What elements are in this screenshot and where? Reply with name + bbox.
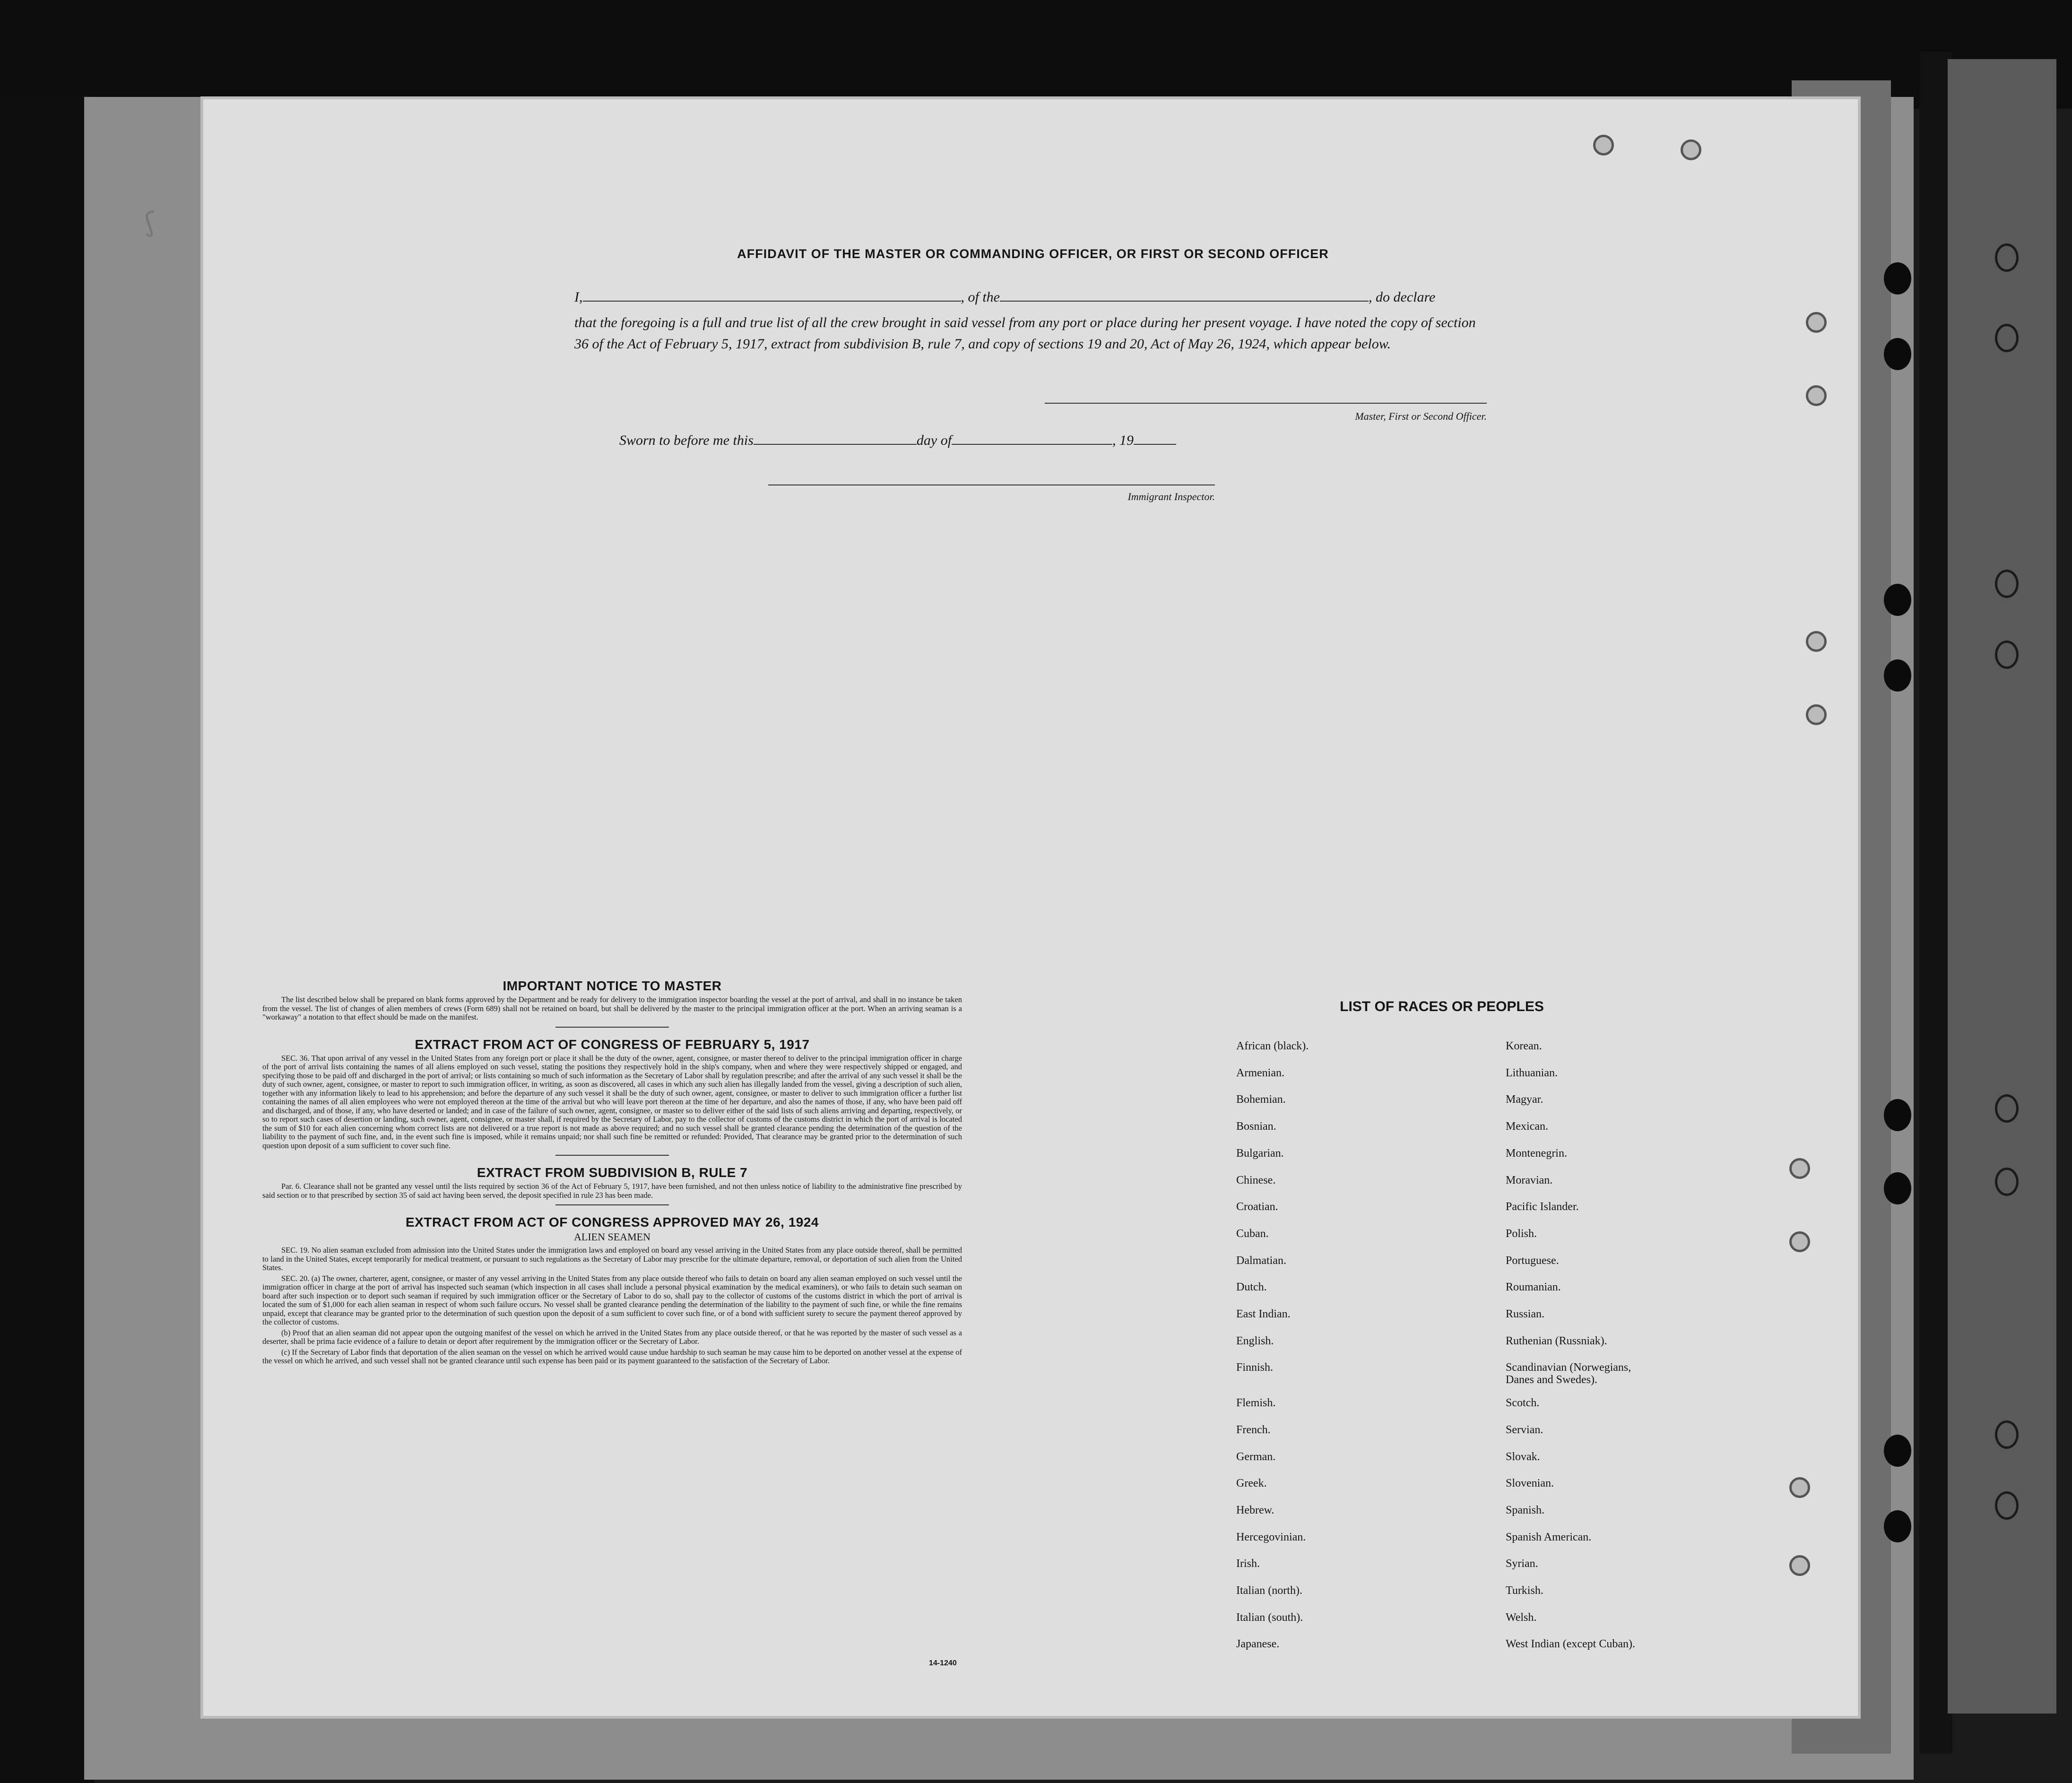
race-entry: Scotch. (1506, 1397, 1540, 1410)
binder-hole-icon (1884, 262, 1911, 294)
race-entry: Flemish. (1236, 1397, 1276, 1410)
race-entry: Lithuanian. (1506, 1066, 1558, 1079)
race-entry: Servian. (1506, 1423, 1543, 1436)
binder-hole-icon (1884, 1099, 1911, 1131)
race-entry: Korean. (1506, 1040, 1542, 1052)
vessel-of-label: , of the (961, 289, 1000, 305)
race-entry: West Indian (except Cuban). (1506, 1638, 1635, 1651)
binder-hole-icon (1884, 338, 1911, 370)
race-entry: African (black). (1236, 1040, 1309, 1052)
race-entry: Spanish. (1506, 1504, 1545, 1516)
grommet-icon (1789, 1158, 1810, 1179)
race-entry: Moravian. (1506, 1174, 1553, 1186)
race-entry: Montenegrin. (1506, 1147, 1567, 1160)
form-number: 14-1240 (929, 1659, 957, 1667)
race-entry: Polish. (1506, 1227, 1537, 1240)
race-entry: Armenian. (1236, 1066, 1284, 1079)
race-entry: Roumanian. (1506, 1281, 1561, 1294)
sworn-prefix: Sworn to before me this (619, 433, 754, 448)
punch-hole-icon (1995, 243, 2019, 272)
binder-hole-icon (1884, 659, 1911, 692)
race-entry: Magyar. (1506, 1093, 1543, 1106)
race-entry: French. (1236, 1423, 1271, 1436)
punch-hole-icon (1995, 570, 2019, 598)
race-entry: Cuban. (1236, 1227, 1269, 1240)
alien-seamen-subheading: ALIEN SEAMEN (574, 1231, 650, 1243)
declarant-prefix: I, (574, 289, 583, 305)
sworn-day-blank[interactable] (754, 444, 917, 445)
section-divider (555, 1204, 669, 1205)
race-entry: Finnish. (1236, 1361, 1274, 1374)
declarant-line (574, 289, 1491, 305)
declarant-name-blank[interactable] (583, 301, 961, 302)
race-entry: Welsh. (1506, 1611, 1537, 1624)
race-entry: Hebrew. (1236, 1504, 1274, 1516)
grommet-icon (1789, 1231, 1810, 1252)
grommet-icon (1681, 139, 1701, 160)
race-entry: Pacific Islander. (1506, 1201, 1579, 1213)
race-entry: Slovak. (1506, 1450, 1540, 1463)
punch-hole-icon (1995, 324, 2019, 352)
race-entry: Italian (north). (1236, 1584, 1302, 1597)
affidavit-body: that the foregoing is a full and true list of all the crew brought in said vessel from any port or place during her present voyage. I have noted the copy of section 36 of the Act of February 5, 1917, extract from subdivision B, rule 7, and copy of sections 19 and 20, Act of May 26, 1924, which appear below. (574, 315, 1476, 352)
master-signature-blank[interactable] (1045, 403, 1487, 404)
section-divider (555, 1027, 669, 1028)
punch-hole-icon (1995, 640, 2019, 669)
punch-hole-icon (1995, 1420, 2019, 1449)
sec-19-text: SEC. 19. No alien seaman excluded from admission into the United States under the immigration laws and employed on board any vessel arriving in the United States from any place outside thereof, shall be permitted to land in the United States, except temporarily for medical treatment, or pursuant to such regulations as the Secretary of Labor may prescribe for the ultimate departure, removal, or deportation of such alien from the United States. (262, 1246, 962, 1272)
rule-7-text: Par. 6. Clearance shall not be granted any vessel until the lists required by section 36 of the Act of February 5, 1917, have been furnished, and not then unless notice of liability to the administrative fine prescribed by said section or to that prescribed by section 35 of said act having been served, the deposit specified in rule 23 has been made. (262, 1182, 962, 1200)
race-entry: Portuguese. (1506, 1254, 1559, 1267)
sworn-year-label: , 19 (1112, 433, 1134, 448)
grommet-icon (1806, 631, 1827, 652)
binder-hole-icon (1884, 1510, 1911, 1542)
races-list-title: LIST OF RACES OR PEOPLES (1340, 999, 1544, 1014)
race-entry: Slovenian. (1506, 1477, 1554, 1490)
race-entry: Mexican. (1506, 1120, 1548, 1133)
feb-1917-heading: EXTRACT FROM ACT OF CONGRESS OF FEBRUARY 5, 1917 (415, 1037, 810, 1052)
race-entry: Greek. (1236, 1477, 1267, 1490)
race-entry: Turkish. (1506, 1584, 1543, 1597)
race-entry: English. (1236, 1334, 1274, 1347)
punch-hole-icon (1995, 1491, 2019, 1520)
race-entry: Hercegovinian. (1236, 1531, 1306, 1543)
inspector-signature-label: Immigrant Inspector. (1127, 491, 1215, 502)
vessel-name-blank[interactable] (1000, 301, 1369, 302)
affidavit-title: AFFIDAVIT OF THE MASTER OR COMMANDING OFFICER, OR FIRST OR SECOND OFFICER (737, 247, 1329, 261)
adjacent-page-strip (1948, 59, 2056, 1714)
section-divider (555, 1155, 669, 1156)
race-entry: East Indian. (1236, 1308, 1291, 1320)
race-entry: Bohemian. (1236, 1093, 1286, 1106)
binder-hole-icon (1884, 584, 1911, 616)
sworn-line (619, 433, 1234, 449)
race-entry: Irish. (1236, 1558, 1260, 1570)
grommet-icon (1806, 312, 1827, 333)
punch-hole-icon (1995, 1094, 2019, 1123)
rule-7-heading: EXTRACT FROM SUBDIVISION B, RULE 7 (477, 1165, 748, 1180)
sworn-year-blank[interactable] (1134, 444, 1176, 445)
binder-hole-icon (1884, 1172, 1911, 1204)
scan-background-left (0, 95, 95, 1783)
scan-background-top (0, 0, 2072, 109)
race-entry: Croatian. (1236, 1201, 1278, 1213)
grommet-icon (1789, 1477, 1810, 1498)
sec-20c-text: (c) If the Secretary of Labor finds that deportation of the alien seaman on the vessel on which he arrived would cause undue hardship to such seaman he may cause him to be deported on another vessel at the expense of the vessel on which he arrived, and such vessel shall not be granted clearance until such expense has been paid or its payment guaranteed to the satisfaction of the Secretary of Labor. (262, 1347, 962, 1365)
race-entry: Japanese. (1236, 1638, 1280, 1651)
notices-column (262, 978, 962, 1366)
grommet-icon (1789, 1555, 1810, 1576)
race-entry: Spanish American. (1506, 1531, 1592, 1543)
race-entry: German. (1236, 1450, 1276, 1463)
race-entry: Bulgarian. (1236, 1147, 1284, 1160)
grommet-icon (1806, 385, 1827, 406)
sec-20a-text: SEC. 20. (a) The owner, charterer, agent, consignee, or master of any vessel arriving in the United States from any place outside thereof who fails to detain on board any alien seaman employed on such vessel until the immigration officer in charge at the port of arrival has inspected such seaman (which inspection in all cases shall include a personal physical examination by the medical examiners), or who fails to detain such seaman on board after such inspection or to deport such seaman if required by such immigration officer or the Secretary of Labor to do so, shall pay to the collector of customs of the customs district in which the port of arrival is located the sum of $1,000 for each alien seaman in respect of whom such failure occurs. No vessel shall be granted clearance pending the determination of the liability to the payment of such fine, or while the fine remains unpaid, except that clearance may be granted prior to the determination of such question upon the deposit of a sum sufficient to cover such fine, or of a bond with sufficient surety to secure the payment thereof approved by the collector of customs. (262, 1273, 962, 1326)
race-entry: Chinese. (1236, 1174, 1276, 1186)
sworn-month-blank[interactable] (952, 444, 1112, 445)
race-entry: Ruthenian (Russniak). (1506, 1334, 1607, 1347)
sec-20b-text: (b) Proof that an alien seaman did not appear upon the outgoing manifest of the vessel on which he arrived in the United States from any place outside thereof, or that he was reported by the master of such vessel as a deserter, shall be prima facie evidence of a failure to detain or deport after requirement by the immigration officer or the Secretary of Labor. (262, 1328, 962, 1346)
race-entry: Dutch. (1236, 1281, 1267, 1294)
sworn-day-label: day of (916, 433, 952, 448)
declare-label: , do declare (1369, 289, 1436, 305)
race-entry: Russian. (1506, 1308, 1545, 1320)
notice-to-master-heading: IMPORTANT NOTICE TO MASTER (503, 978, 722, 993)
may-1924-heading: EXTRACT FROM ACT OF CONGRESS APPROVED MAY 26, 1924 (406, 1215, 819, 1229)
master-signature-label: Master, First or Second Officer. (1355, 410, 1487, 422)
race-entry: Bosnian. (1236, 1120, 1276, 1133)
punch-hole-icon (1995, 1168, 2019, 1196)
grommet-icon (1806, 704, 1827, 725)
grommet-icon (1593, 135, 1614, 156)
notice-to-master-text: The list described below shall be prepared on blank forms approved by the Department and be ready for delivery to the immigration inspector boarding the vessel at the port of arrival, and shall in no instance be taken from the vessel. The list of changes of alien members of crews (Form 689) shall not be retained on board, but shall be delivered by the master to the principal immigration officer at the port. When an arriving seaman is a "workaway" a notation to that effect should be made on the manifest. (262, 995, 962, 1021)
race-entry: Italian (south). (1236, 1611, 1303, 1624)
binder-hole-icon (1884, 1435, 1911, 1467)
race-entry: Scandinavian (Norwegians, Danes and Swedes). (1506, 1361, 1631, 1386)
race-entry: Dalmatian. (1236, 1254, 1286, 1267)
feb-1917-section-36: SEC. 36. That upon arrival of any vessel in the United States from any foreign port or place it shall be the duty of the owner, agent, consignee, or master thereof to deliver to the principal immigration officer in charge of the port of arrival lists containing the names of all aliens employed on such vessel, stating the positions they respectively hold in the ship's company, when and where they were respectively shipped or engaged, and specifying those to be paid off and discharged in the port of arrival; or lists containing so much of such information as the Secretary of Labor shall by regulation prescribe; and after the arrival of any such vessel it shall be the duty of such owner, agent, consignee, or master to report to such immigration officer, in writing, as soon as discovered, all cases in which any such alien has illegally landed from the vessel, giving a description of such alien, together with any information likely to lead to his apprehension; and before the departure of any such vessel it shall be the duty of such owner, agent, consignee, or master to deliver to such immigration officer a further list containing the names of all alien employees who were not employed thereon at the time of the arrival but who will leave port thereon at the time of her departure, and also the names of those, if any, who have been paid off and discharged, and of those, if any, who have deserted or landed; and in case of the failure of such owner, agent, consignee, or master so to deliver either of the said lists of such aliens arriving and departing, respectively, or so to report such cases of desertion or landing, such owner, agent, consignee, or master shall, if required by the Secretary of Labor, pay to the collector of customs of the customs district in which the port of arrival is located the sum of $10 for each alien concerning whom correct lists are not delivered or a true report is not made as above required; and no such vessel shall be granted clearance pending the determination of the question of the liability to the payment of such fine, and, in the event such fine is imposed, while it remains unpaid; nor shall such fine be remitted or refunded: Provided, That clearance may be granted prior to the determination of such question upon deposit of a sum sufficient to cover such fine. (262, 1053, 962, 1150)
race-entry: Syrian. (1506, 1558, 1538, 1570)
margin-pencil-mark: ⟆ (144, 208, 156, 241)
